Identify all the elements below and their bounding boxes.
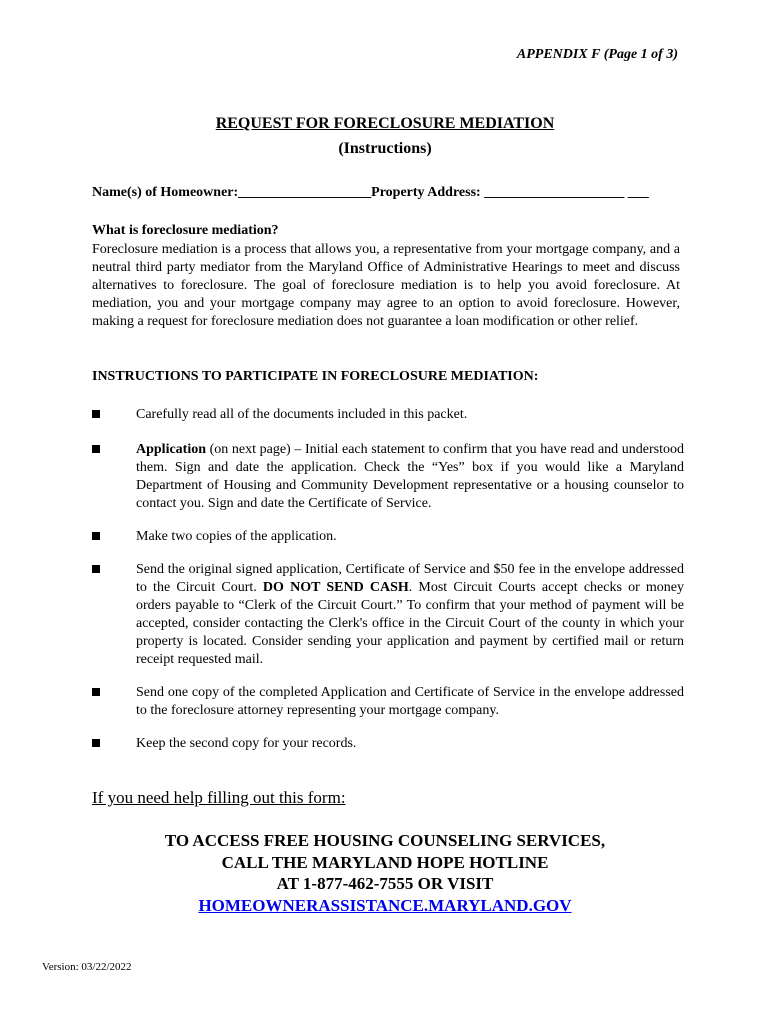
callout-line-1: TO ACCESS FREE HOUSING COUNSELING SERVICES, — [164, 831, 606, 850]
appendix-label: APPENDIX F (Page 1 of 3) — [516, 47, 678, 62]
instruction-bold-prefix: Application — [136, 442, 207, 457]
version-label: Version: 03/22/2022 — [42, 961, 132, 973]
counseling-callout — [0, 830, 770, 916]
square-bullet-icon — [92, 445, 100, 453]
instruction-text — [136, 561, 684, 669]
instruction-item-application — [92, 441, 684, 513]
page-title: REQUEST FOR FORECLOSURE MEDIATION — [215, 115, 555, 132]
intro-paragraph: Foreclosure mediation is a process that allows you, a representative from your mortgage company, and a neutral third party mediator from the Maryland Office of Administrative Hearings to meet and discuss alternatives to foreclosure. The goal of foreclosure mediation is to help you avoid foreclosure. At mediation, you and your mortgage company may agree to an option to avoid foreclosure. However, making a request for foreclosure mediation does not guarantee a loan modification or other relief. — [92, 242, 680, 329]
callout-line-3: AT 1-877-462-7555 OR VISIT — [276, 874, 494, 893]
instruction-text: Keep the second copy for your records. — [136, 736, 357, 751]
instruction-text-rest: (on next page) – Initial each statement to confirm that you have read and understood them. Sign and date the application. Check the “Yes” box if you would like a Maryland Department of Housing and Community Development representative or a housing counselor to contact you. Sign and date the Certificate of Service. — [136, 442, 684, 511]
instruction-text — [136, 441, 684, 513]
callout-line-2: CALL THE MARYLAND HOPE HOTLINE — [221, 852, 549, 872]
instruction-warning: DO NOT SEND CASH — [262, 580, 409, 595]
instructions-heading: INSTRUCTIONS TO PARTICIPATE IN FORECLOSURE MEDIATION: — [92, 369, 539, 384]
instruction-item-read — [92, 406, 684, 424]
square-bullet-icon — [92, 688, 100, 696]
instruction-item-send-original — [92, 561, 684, 669]
instruction-text: Carefully read all of the documents included in this packet. — [136, 407, 468, 422]
homeowner-address-fields: Name(s) of Homeowner:___________________Property Address: ____________________ ___ — [92, 185, 649, 200]
square-bullet-icon — [92, 565, 100, 573]
instruction-text-before: Send the original signed application, Certificate of Service and $50 fee in the envelope addressed to the Circuit Court. — [136, 562, 684, 595]
square-bullet-icon — [92, 532, 100, 540]
instruction-text: Make two copies of the application. — [136, 529, 337, 544]
help-heading: If you need help filling out this form: — [92, 788, 346, 807]
square-bullet-icon — [92, 739, 100, 747]
page-subtitle: (Instructions) — [338, 140, 432, 157]
instruction-text-after: . Most Circuit Courts accept checks or money orders payable to “Clerk of the Circuit Court.” To confirm that your method of payment will be accepted, consider contacting the Clerk's office in the Circuit Court of the county in which your property is located. Consider sending your application and payment by certified mail or return receipt requested mail. — [136, 580, 685, 667]
square-bullet-icon — [92, 410, 100, 418]
intro-heading: What is foreclosure mediation? — [92, 223, 279, 238]
instruction-item-copies — [92, 528, 684, 546]
instruction-text: Send one copy of the completed Application and Certificate of Service in the envelope addressed to the foreclosure attorney representing your mortgage company. — [136, 685, 684, 718]
instructions-list — [92, 406, 684, 753]
instruction-item-send-copy — [92, 684, 684, 720]
homeowner-assistance-link[interactable]: HOMEOWNERASSISTANCE.MARYLAND.GOV — [198, 895, 572, 915]
instruction-item-keep-copy — [92, 735, 684, 753]
